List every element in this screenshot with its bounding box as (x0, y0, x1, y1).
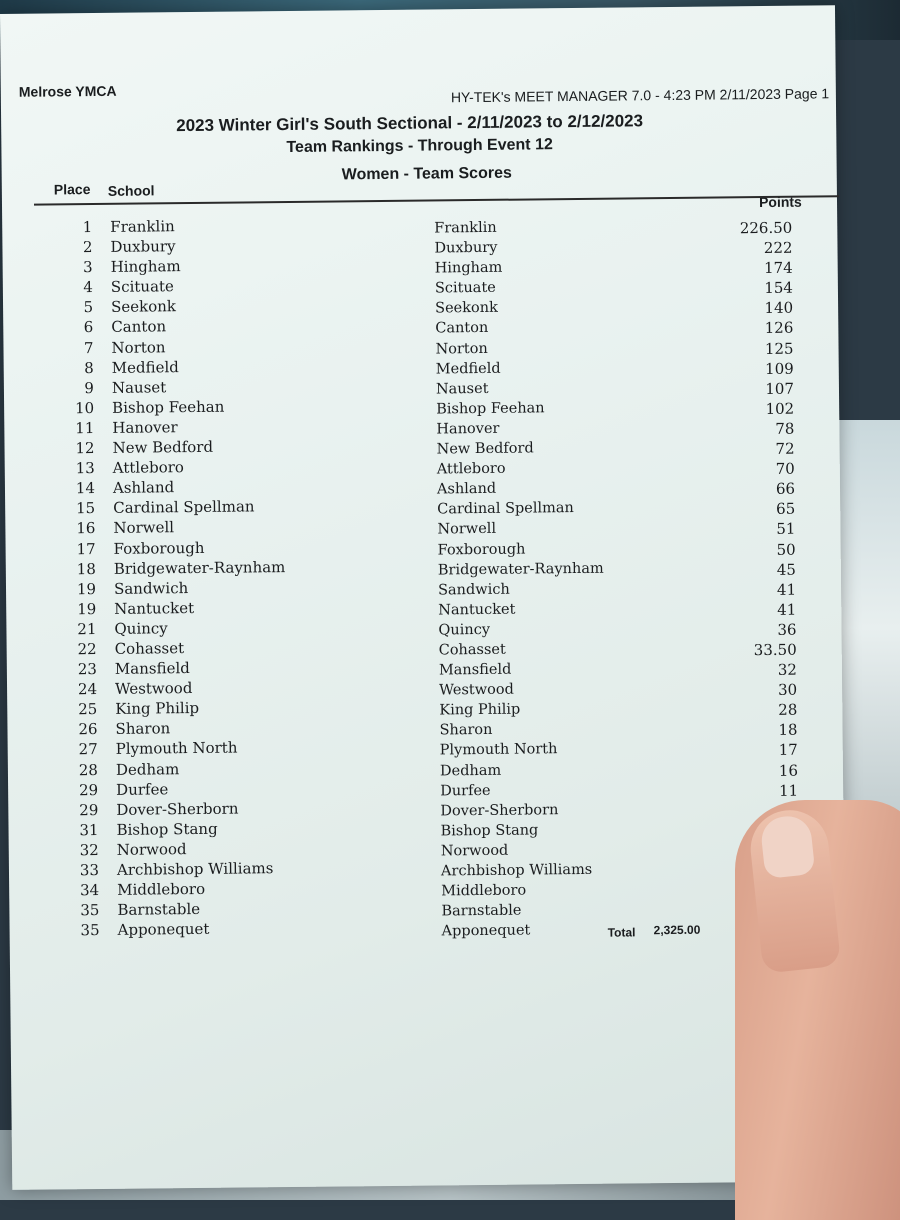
team-school: Norwell (113, 518, 175, 538)
team-points: 226.50 (739, 218, 793, 238)
team-points: 102 (765, 399, 795, 418)
team-school: Bishop Feehan (112, 397, 225, 417)
team-school: Barnstable (117, 900, 201, 920)
team-points: 30 (777, 680, 798, 700)
total-value: 2,325.00 (653, 922, 701, 938)
team-school-repeat: Nauset (435, 380, 489, 398)
team-school-repeat: Apponequet (441, 922, 531, 940)
team-school-repeat: Westwood (439, 681, 514, 699)
team-school-repeat: Seekonk (435, 300, 498, 317)
team-points: 11 (778, 781, 799, 800)
team-school: Sandwich (113, 578, 189, 598)
team-points: 17 (778, 741, 798, 760)
total-label: Total (607, 925, 636, 940)
team-points: 140 (764, 299, 794, 318)
team-points: 41 (777, 600, 797, 619)
team-school-repeat: Scituate (434, 280, 496, 297)
team-place: 21 (77, 619, 97, 639)
team-points: 18 (778, 721, 798, 740)
team-school-repeat: Nantucket (438, 601, 516, 619)
team-place: 29 (78, 780, 99, 799)
team-school-repeat: Barnstable (441, 902, 522, 920)
team-place: 15 (75, 499, 96, 518)
team-school: Hingham (110, 257, 181, 277)
team-school: Cardinal Spellman (113, 497, 255, 518)
team-school: Bishop Stang (116, 819, 218, 839)
team-school-repeat: Hingham (434, 259, 503, 277)
team-school-repeat: Sharon (439, 722, 493, 739)
team-place: 28 (78, 760, 99, 779)
team-school-repeat: Norwell (437, 521, 497, 538)
team-place: 13 (75, 459, 95, 478)
team-place: 35 (80, 921, 100, 940)
team-place: 23 (77, 660, 97, 679)
team-place: 12 (75, 439, 95, 458)
team-points: 36 (777, 620, 797, 639)
team-school-repeat: King Philip (439, 701, 521, 719)
team-school: Sharon (115, 719, 171, 739)
team-school-repeat: Archbishop Williams (440, 861, 593, 880)
team-place: 22 (77, 639, 97, 659)
team-school-repeat: Norton (435, 340, 488, 358)
team-points: 33.50 (753, 640, 797, 660)
team-school-repeat: Attleboro (436, 460, 506, 478)
team-school: Durfee (116, 779, 169, 799)
team-place: 24 (77, 680, 98, 699)
team-points: 32 (777, 660, 798, 679)
team-school-repeat: New Bedford (436, 440, 534, 458)
team-place: 17 (76, 539, 96, 558)
team-school: Duxbury (110, 237, 176, 256)
team-place: 25 (78, 700, 98, 719)
team-place: 7 (83, 338, 94, 357)
team-rankings-list (2, 210, 845, 942)
team-school: Dover-Sherborn (116, 799, 239, 819)
team-school: Cohasset (114, 639, 185, 658)
team-place: 4 (83, 278, 93, 297)
team-place: 1 (82, 218, 93, 237)
software-info: HY-TEK's MEET MANAGER 7.0 - 4:23 PM 2/11/2023 Page 1 (450, 85, 830, 106)
team-place: 27 (78, 740, 98, 759)
team-school: Ashland (112, 478, 175, 498)
team-school: Norton (111, 337, 166, 357)
team-school: Franklin (110, 217, 175, 236)
team-school-repeat: Bishop Feehan (436, 400, 545, 418)
column-header-points: Points (758, 193, 802, 211)
team-points: 45 (776, 560, 796, 579)
team-school: Attleboro (112, 458, 184, 477)
team-place: 8 (84, 358, 94, 377)
team-place: 19 (77, 599, 97, 619)
team-school-repeat: Durfee (440, 782, 491, 800)
team-place: 5 (83, 298, 94, 317)
team-school-repeat: Sandwich (437, 581, 510, 599)
team-school: Medfield (111, 357, 179, 377)
team-school-repeat: Plymouth North (439, 741, 558, 759)
team-place: 33 (79, 861, 100, 880)
team-points: 66 (775, 479, 796, 499)
team-place: 3 (83, 258, 93, 277)
team-place: 34 (79, 881, 100, 900)
team-place: 31 (79, 820, 99, 840)
team-points: 154 (764, 278, 794, 298)
team-school: Westwood (114, 679, 193, 698)
team-points: 174 (763, 258, 793, 278)
team-school: Apponequet (117, 920, 210, 940)
team-school: Quincy (114, 619, 168, 638)
column-header-place: Place (53, 181, 91, 198)
team-points: 41 (776, 580, 797, 599)
team-points: 70 (775, 459, 795, 479)
team-points: 28 (778, 700, 798, 720)
team-school-repeat: Mansfield (438, 661, 512, 679)
team-school: Norwood (116, 839, 187, 859)
section-title: Women - Team Scores (341, 164, 512, 184)
team-points: 126 (764, 319, 794, 338)
team-school: Hanover (112, 418, 178, 437)
team-place: 16 (76, 519, 96, 538)
team-place: 2 (82, 238, 93, 257)
team-points: 65 (776, 500, 796, 519)
header-divider (34, 195, 839, 205)
organization-name: Melrose YMCA (18, 82, 117, 100)
team-school: Plymouth North (115, 738, 238, 759)
team-school-repeat: Cardinal Spellman (437, 500, 574, 518)
team-place: 10 (74, 398, 95, 418)
column-header-school: School (107, 182, 155, 199)
team-school-repeat: Franklin (434, 219, 497, 237)
team-school: Canton (111, 317, 167, 337)
team-place: 6 (83, 318, 94, 337)
team-points: 16 (778, 761, 799, 780)
team-school: Foxborough (113, 538, 205, 558)
team-points: 109 (765, 359, 794, 378)
team-school: Dedham (115, 759, 180, 779)
team-place: 9 (84, 378, 95, 397)
thumbnail (759, 814, 815, 879)
team-points: 50 (776, 540, 796, 559)
team-points: 78 (775, 419, 795, 438)
team-points: 222 (763, 238, 793, 258)
team-points: 107 (765, 379, 795, 398)
team-school: King Philip (115, 699, 200, 719)
team-school-repeat: Canton (435, 320, 489, 337)
team-points: 125 (764, 339, 794, 358)
team-place: 35 (80, 901, 100, 920)
team-place: 18 (76, 559, 96, 578)
team-school-repeat: Bishop Stang (440, 822, 539, 840)
team-school: Middleboro (117, 879, 206, 899)
team-school: Nauset (111, 378, 167, 397)
team-school-repeat: Dover-Sherborn (440, 801, 559, 820)
team-school-repeat: Norwood (440, 842, 509, 860)
team-school-repeat: Quincy (438, 621, 491, 639)
team-place: 32 (79, 840, 99, 860)
team-school-repeat: Medfield (435, 360, 501, 378)
team-school-repeat: Ashland (436, 481, 497, 498)
team-school: Archbishop Williams (116, 859, 274, 879)
team-school-repeat: Middleboro (441, 882, 527, 900)
team-place: 26 (78, 720, 98, 739)
team-school: Bridgewater-Raynham (113, 557, 286, 578)
team-school-repeat: Cohasset (438, 641, 506, 659)
team-school: Seekonk (110, 297, 177, 317)
team-school-repeat: Bridgewater-Raynham (437, 560, 604, 579)
team-place: 11 (75, 418, 95, 438)
team-school: Scituate (110, 277, 174, 297)
team-school-repeat: Hanover (436, 420, 500, 438)
meet-title: 2023 Winter Girl's South Sectional - 2/11/2023 to 2/12/2023 (176, 111, 644, 136)
team-points: 51 (776, 520, 796, 539)
team-points: 72 (775, 439, 795, 458)
team-school: Mansfield (114, 659, 190, 678)
results-sheet (0, 5, 847, 1190)
report-subtitle: Team Rankings - Through Event 12 (286, 136, 553, 157)
team-school-repeat: Dedham (439, 762, 502, 779)
team-school: Nantucket (114, 598, 195, 618)
team-place: 19 (76, 579, 97, 598)
team-place: 29 (79, 800, 99, 819)
team-place: 14 (75, 479, 96, 498)
team-school-repeat: Duxbury (434, 239, 498, 257)
team-school: New Bedford (112, 437, 214, 457)
team-school-repeat: Foxborough (437, 541, 526, 558)
